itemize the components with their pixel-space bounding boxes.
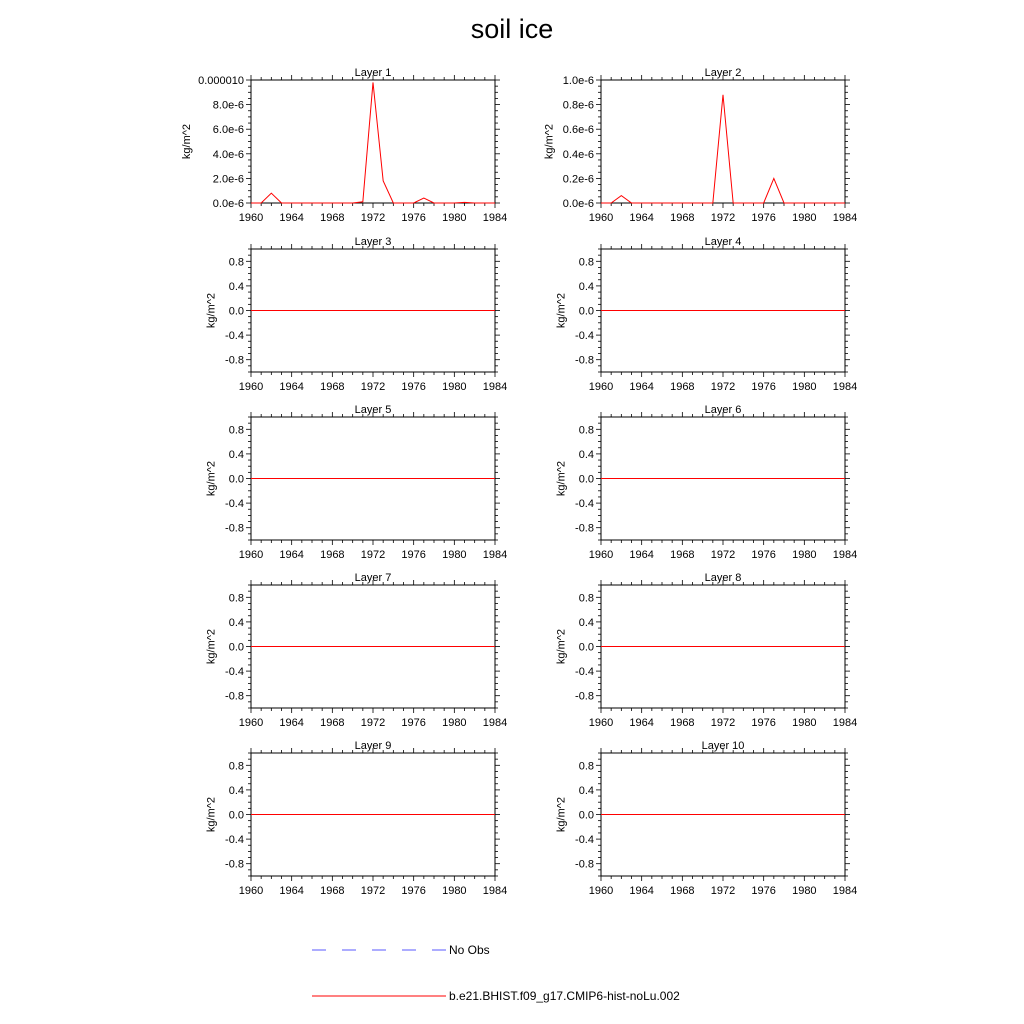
y-tick-label: 0.8 — [578, 424, 594, 437]
x-tick-label: 1984 — [832, 212, 858, 224]
y-tick-label: 0.8 — [578, 592, 594, 605]
legend-label: No Obs — [449, 943, 490, 957]
y-tick-label: -0.4 — [575, 666, 594, 679]
y-axis-label: kg/m^2 — [205, 628, 218, 665]
x-tick-label: 1960 — [588, 717, 614, 729]
series-line — [251, 82, 495, 203]
x-tick-label: 1960 — [238, 212, 264, 224]
y-tick-label: 0.4 — [228, 280, 244, 293]
panel-title: Layer 9 — [354, 740, 392, 752]
legend-label: b.e21.BHIST.f09_g17.CMIP6-hist-noLu.002 — [449, 989, 680, 1003]
x-tick-label: 1968 — [320, 381, 345, 393]
x-tick-label: 1980 — [792, 549, 817, 561]
x-tick-label: 1960 — [238, 549, 264, 561]
y-tick-label: 0.0 — [228, 641, 244, 654]
y-tick-label: -0.8 — [575, 858, 594, 871]
x-tick-label: 1984 — [832, 717, 858, 729]
x-tick-label: 1964 — [279, 885, 304, 897]
x-tick-label: 1968 — [320, 549, 345, 561]
series-line — [601, 95, 845, 203]
x-tick-label: 1968 — [670, 212, 695, 224]
y-tick-label: 0.6e-6 — [562, 124, 594, 137]
y-tick-label: 6.0e-6 — [212, 124, 244, 137]
y-tick-label: -0.4 — [225, 834, 244, 847]
y-tick-label: -0.8 — [225, 354, 244, 367]
y-tick-label: 0.8 — [578, 256, 594, 269]
panel-layer-6 — [556, 404, 858, 561]
x-tick-label: 1980 — [792, 212, 817, 224]
x-tick-label: 1976 — [401, 212, 426, 224]
x-tick-label: 1984 — [832, 381, 858, 393]
x-tick-label: 1960 — [588, 212, 614, 224]
plot-frame — [251, 80, 495, 203]
y-tick-label: 8.0e-6 — [212, 99, 244, 112]
y-tick-label: 0.0e-6 — [562, 198, 594, 210]
y-tick-label: 4.0e-6 — [212, 148, 244, 161]
y-tick-label: 0.8 — [228, 760, 244, 773]
x-tick-label: 1964 — [629, 381, 654, 393]
y-tick-label: 0.8e-6 — [562, 99, 594, 112]
y-tick-label: -0.8 — [575, 690, 594, 703]
x-tick-label: 1980 — [792, 885, 817, 897]
y-axis-label: kg/m^2 — [543, 123, 556, 160]
x-tick-label: 1976 — [751, 381, 776, 393]
y-tick-label: 0.8 — [578, 760, 594, 773]
x-tick-label: 1972 — [360, 885, 386, 897]
x-tick-label: 1972 — [360, 212, 386, 224]
y-tick-label: 0.8 — [228, 592, 244, 605]
x-tick-label: 1984 — [482, 549, 508, 561]
y-tick-label: -0.4 — [575, 498, 594, 511]
x-tick-label: 1976 — [751, 717, 776, 729]
y-tick-label: 0.4 — [578, 784, 594, 797]
x-tick-label: 1972 — [710, 212, 736, 224]
y-axis-label: kg/m^2 — [555, 460, 568, 497]
x-tick-label: 1960 — [238, 717, 264, 729]
panel-title: Layer 6 — [704, 404, 742, 416]
y-tick-label: 0.0 — [578, 809, 594, 822]
y-tick-label: -0.8 — [575, 354, 594, 367]
x-tick-label: 1980 — [792, 717, 817, 729]
y-axis-label: kg/m^2 — [205, 460, 218, 497]
panel-layer-3 — [206, 236, 508, 393]
x-tick-label: 1980 — [792, 381, 817, 393]
y-axis-label: kg/m^2 — [205, 292, 218, 329]
x-tick-label: 1964 — [279, 381, 304, 393]
x-tick-label: 1984 — [482, 717, 508, 729]
x-tick-label: 1980 — [442, 212, 467, 224]
x-tick-label: 1972 — [710, 381, 736, 393]
y-tick-label: 0.2e-6 — [562, 173, 594, 186]
panel-title: Layer 5 — [354, 404, 392, 416]
y-tick-label: 2.0e-6 — [212, 173, 244, 186]
x-tick-label: 1960 — [588, 381, 614, 393]
panel-layer-8 — [556, 572, 858, 729]
y-tick-label: -0.4 — [225, 666, 244, 679]
x-tick-label: 1980 — [442, 885, 467, 897]
x-tick-label: 1964 — [279, 549, 304, 561]
y-tick-label: 0.4 — [228, 448, 244, 461]
y-tick-label: 0.4 — [228, 616, 244, 629]
panel-layer-10 — [556, 740, 858, 897]
y-tick-label: 1.0e-6 — [562, 75, 594, 87]
figure-title: soil ice — [470, 14, 554, 44]
y-axis-label: kg/m^2 — [555, 292, 568, 329]
panel-title: Layer 1 — [354, 67, 392, 79]
panel-title: Layer 7 — [354, 572, 392, 584]
x-tick-label: 1960 — [588, 885, 614, 897]
x-tick-label: 1968 — [320, 885, 345, 897]
y-tick-label: 0.4 — [578, 616, 594, 629]
x-tick-label: 1964 — [629, 717, 654, 729]
y-axis-label: kg/m^2 — [555, 628, 568, 665]
y-tick-label: -0.4 — [575, 330, 594, 343]
y-tick-label: 0.0 — [228, 809, 244, 822]
y-tick-label: -0.8 — [575, 522, 594, 535]
panel-layer-2 — [543, 67, 857, 224]
panel-title: Layer 3 — [354, 236, 392, 248]
y-tick-label: 0.4e-6 — [562, 148, 594, 161]
y-tick-label: 0.0 — [228, 473, 244, 486]
y-tick-label: 0.4 — [578, 448, 594, 461]
x-tick-label: 1964 — [279, 717, 304, 729]
y-tick-label: 0.0 — [578, 641, 594, 654]
y-tick-label: -0.4 — [225, 498, 244, 511]
x-tick-label: 1976 — [401, 885, 426, 897]
x-tick-label: 1968 — [670, 885, 695, 897]
x-tick-label: 1964 — [629, 885, 654, 897]
panel-layer-1 — [181, 67, 507, 224]
y-tick-label: 0.0e-6 — [212, 198, 244, 210]
x-tick-label: 1964 — [629, 212, 654, 224]
x-tick-label: 1980 — [442, 549, 467, 561]
panel-layer-4 — [556, 236, 858, 393]
x-tick-label: 1972 — [360, 549, 386, 561]
y-tick-label: 0.4 — [228, 784, 244, 797]
y-tick-label: -0.4 — [575, 834, 594, 847]
panel-title: Layer 2 — [704, 67, 742, 79]
x-tick-label: 1980 — [442, 381, 467, 393]
x-tick-label: 1984 — [832, 885, 858, 897]
y-axis-label: kg/m^2 — [205, 796, 218, 833]
x-tick-label: 1972 — [360, 717, 386, 729]
x-tick-label: 1972 — [710, 885, 736, 897]
x-tick-label: 1968 — [670, 717, 695, 729]
y-axis-label: kg/m^2 — [181, 123, 194, 160]
x-tick-label: 1980 — [442, 717, 467, 729]
x-tick-label: 1976 — [751, 549, 776, 561]
x-tick-label: 1960 — [238, 885, 264, 897]
x-tick-label: 1984 — [482, 212, 508, 224]
panel-layer-9 — [206, 740, 508, 897]
y-tick-label: 0.8 — [228, 424, 244, 437]
x-tick-label: 1968 — [320, 717, 345, 729]
y-tick-label: -0.8 — [225, 522, 244, 535]
x-tick-label: 1984 — [832, 549, 858, 561]
y-tick-label: 0.0 — [578, 473, 594, 486]
x-tick-label: 1968 — [670, 381, 695, 393]
panel-layer-7 — [206, 572, 508, 729]
x-tick-label: 1964 — [279, 212, 304, 224]
x-tick-label: 1960 — [588, 549, 614, 561]
y-tick-label: 0.000010 — [198, 75, 244, 87]
panel-layer-5 — [206, 404, 508, 561]
panel-title: Layer 8 — [704, 572, 742, 584]
y-tick-label: -0.8 — [225, 690, 244, 703]
y-tick-label: -0.8 — [225, 858, 244, 871]
x-tick-label: 1976 — [751, 885, 776, 897]
x-tick-label: 1976 — [401, 549, 426, 561]
x-tick-label: 1976 — [751, 212, 776, 224]
x-tick-label: 1968 — [670, 549, 695, 561]
x-tick-label: 1984 — [482, 381, 508, 393]
x-tick-label: 1972 — [710, 549, 736, 561]
x-tick-label: 1964 — [629, 549, 654, 561]
x-tick-label: 1960 — [238, 381, 264, 393]
y-tick-label: -0.4 — [225, 330, 244, 343]
x-tick-label: 1972 — [360, 381, 386, 393]
y-tick-label: 0.0 — [228, 305, 244, 318]
x-tick-label: 1968 — [320, 212, 345, 224]
y-tick-label: 0.0 — [578, 305, 594, 318]
x-tick-label: 1976 — [401, 717, 426, 729]
y-axis-label: kg/m^2 — [555, 796, 568, 833]
panel-title: Layer 4 — [704, 236, 742, 248]
x-tick-label: 1976 — [401, 381, 426, 393]
panel-title: Layer 10 — [701, 740, 745, 752]
y-tick-label: 0.4 — [578, 280, 594, 293]
x-tick-label: 1972 — [710, 717, 736, 729]
y-tick-label: 0.8 — [228, 256, 244, 269]
x-tick-label: 1984 — [482, 885, 508, 897]
